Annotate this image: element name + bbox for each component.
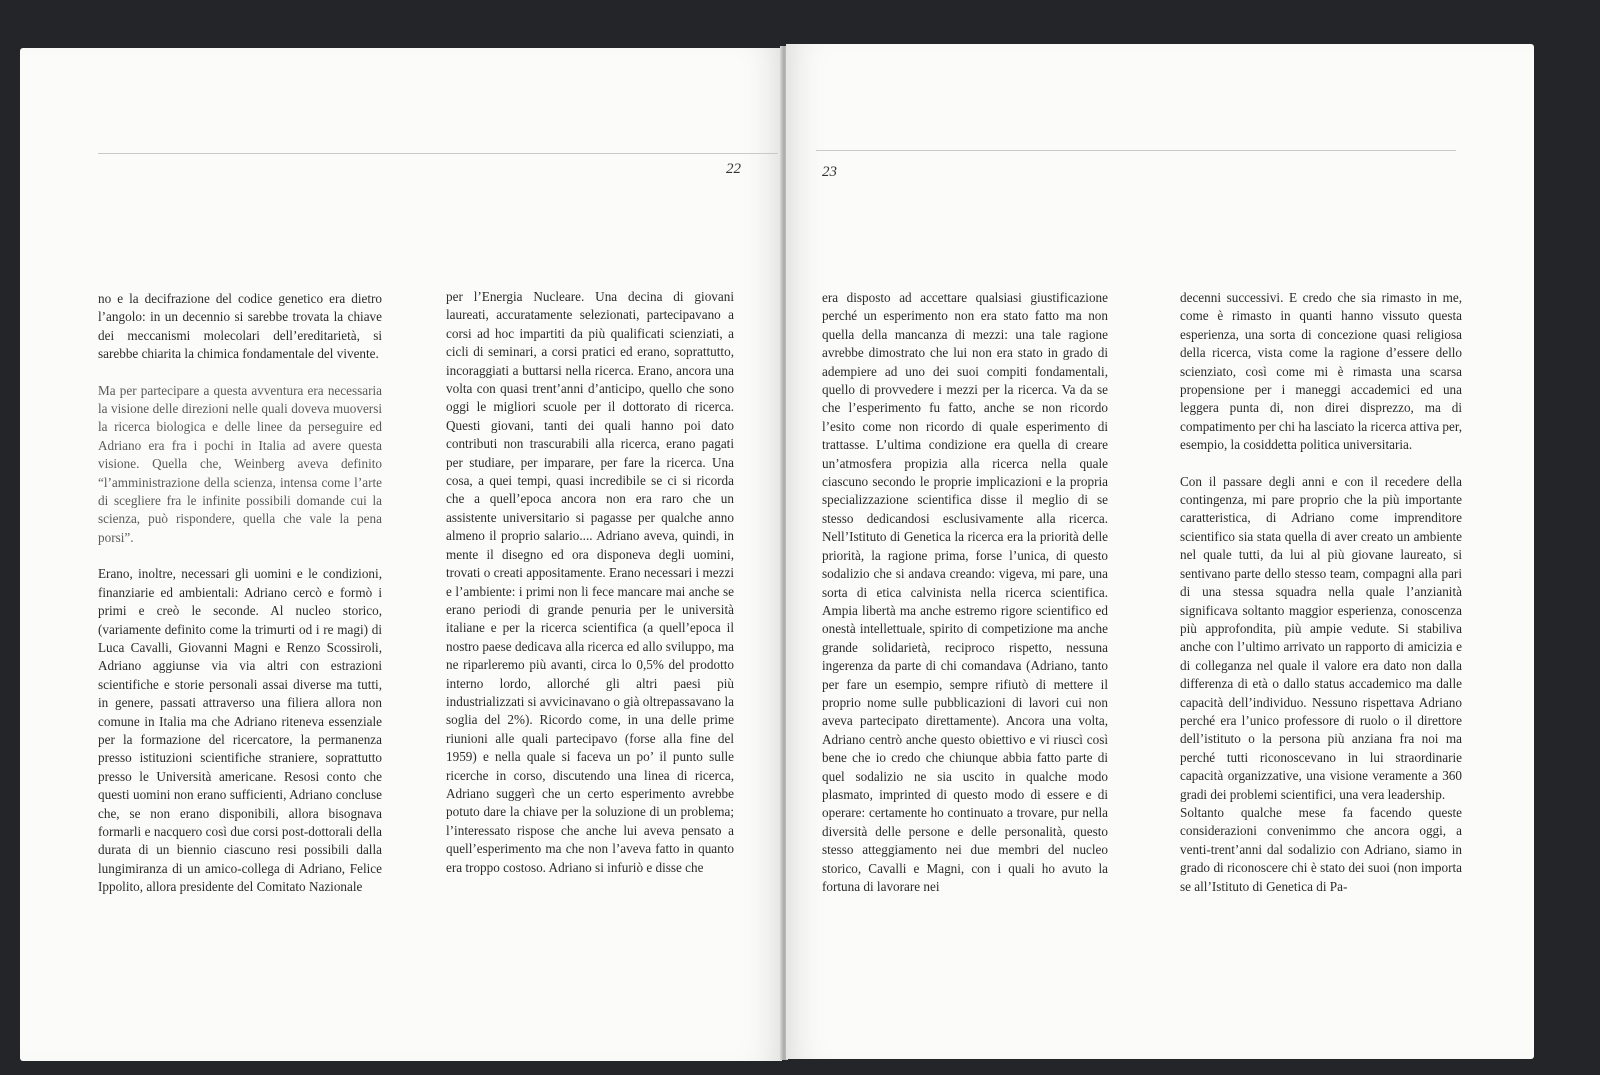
left-page [20, 48, 782, 1061]
text-column-2 [1180, 289, 1462, 896]
paragraph: Con il passare degli anni e con il recedere della contingenza, mi pare proprio che la più importante caratteristica, di Adriano come imprenditore scientifico sia stata quella di aver creato un ambiente nel quale tutti, da lui al più giovane laureato, si sentivano parte dello stesso team, compagni alla pari di una stessa squadra nella quale l’anzianità significava soltanto maggior esperienza, conoscenza più approfondita, più ampie vedute. Si stabiliva anche con l’ultimo arrivato un rapporto di amicizia e di colleganza nel quale il valore era dato non dalla differenza di età o dallo status accademico ma dalle capacità dell’individuo. Nessuno rispettava Adriano perché era l’unico professore di ruolo o il direttore dell’istituto o la persona più anziana fra noi ma perché tutti riconoscevano in lui straordinarie capacità organizzative, una visione veramente a 360 gradi dei problemi scientifici, una vera leadership. [1180, 473, 1462, 802]
right-page [786, 44, 1534, 1059]
page-number: 22 [726, 161, 741, 177]
header-rule [816, 150, 1456, 151]
text-column-2 [446, 288, 734, 877]
paragraph: no e la decifrazione del codice genetico era dietro l’angolo: in un decennio si sarebbe trovata la chiave dei meccanismi molecolari dell’ereditarietà, si sarebbe chiarita la chimica fondamentale del vivente. [98, 291, 382, 362]
paragraph: decenni successivi. E credo che sia rimasto in me, come è rimasto in quanti hanno vissuto questa esperienza, una sorta di concezione quasi religiosa della ricerca, vista come la ragione d’essere dello scienziato, così come mi è rimasta una scarsa propensione per i maneggi accademici ed una leggera punta di, non direi disprezzo, ma di compatimento per chi ha lasciato la ricerca attiva per, esempio, la cosiddetta politica universitaria. [1180, 290, 1462, 453]
text-column-1 [822, 289, 1108, 896]
paragraph: Soltanto qualche mese fa facendo queste considerazioni convenimmo che ancora oggi, a venti-trent’anni dal sodalizio con Adriano, siamo in grado di riconoscere chi è stato dei suoi (non importa se all’Istituto di Genetica di Pa- [1180, 804, 1462, 894]
text-column-1 [98, 290, 382, 897]
paragraph: Ma per partecipare a questa avventura era necessaria la visione delle direzioni nelle quali doveva muoversi la ricerca biologica e delle linee da perseguire ed Adriano era fra i pochi in Italia ad avere questa visione. Quella che, Weinberg aveva definito “l’amministrazione della scienza, intensa come l’arte di scegliere fra le infinite possibili domande cui la scienza, può rispondere, quella che vale la pena porsi”. [98, 382, 382, 545]
paragraph: per l’Energia Nucleare. Una decina di giovani laureati, accuratamente selezionati, partecipavano a corsi ad hoc impartiti da più qualificati scienziati, a cicli di seminari, a corsi pratici ed erano, soprattutto, incoraggiati a buttarsi nella ricerca. Erano, ancora una volta con quasi trent’anni d’anticipo, quello che sono oggi le migliori scuole per il dottorato di ricerca. Questi giovani, tanti dei quali hanno poi dato contributi non trascurabili alla ricerca, erano pagati per studiare, per imparare, per fare la ricerca. Una cosa, a quei tempi, quasi incredibile se ci si ricorda che a quell’epoca ancora non era raro che un assistente universitario si pagasse per qualche anno almeno il proprio salario.... Adriano aveva, quindi, in mente il disegno ed ora disponeva degli uomini, trovati o creati appositamente. Erano necessari i mezzi e l’ambiente: i primi non li fece mancare mai anche se erano periodi di grande penuria per le università italiane e per la ricerca scientifica (a quell’epoca il nostro paese dedicava alla ricerca ed allo sviluppo, ma ne riparleremo più avanti, circa lo 0,5% del prodotto interno lordo, allorché gli altri paesi più industrializzati si avvicinavano o già oltrepassavano la soglia del 2%). Ricordo come, in una delle prime riunioni alle quali partecipavo (forse alla fine del 1959) e nella quale si faceva un po’ il punto sulle ricerche in corso, discutendo una linea di ricerca, Adriano suggerì che un certo esperimento avrebbe potuto dare la chiave per la soluzione di un problema; l’interessato rispose che anche lui aveva pensato a quell’esperimento ma che non l’aveva fatto in quanto era troppo costoso. Adriano si infuriò e disse che [446, 289, 734, 875]
paragraph: Erano, inoltre, necessari gli uomini e le condizioni, finanziarie ed ambientali: Adriano cercò e formò i primi e creò le seconde. Al nucleo storico, (variamente definito come la trimurti od i re magi) di Luca Cavalli, Giovanni Magni e Renzo Scossiroli, Adriano aggiunse via via altri con estrazioni scientifiche e storie personali assai diverse ma tutti, in genere, passati attraverso una filiera allora non comune in Italia ma che Adriano riteneva essenziale per la formazione del ricercatore, la permanenza presso istituzioni scientifiche straniere, soprattutto presso le Università americane. Resosi conto che questi uomini non erano sufficienti, Adriano concluse che, se non erano disponibili, allora bisognava formarli e nacquero così due corsi post-dottorali della durata di un biennio ciascuno resi possibili dalla lungimiranza di un amico-collega di Adriano, Felice Ippolito, allora presidente del Comitato Nazionale [98, 566, 382, 895]
paragraph: era disposto ad accettare qualsiasi giustificazione perché un esperimento non era stato fatto ma non quella della mancanza di mezzi: una tale ragione avrebbe dimostrato che lui non era stato in grado di adempiere ad uno dei suoi compiti fondamentali, quello di provvedere i mezzi per la ricerca. Va da se che l’esperimento fu fatto, anche se non ricordo l’esito come non ricordo di quale esperimento di trattasse. L’ultima condizione era quella di creare un’atmosfera propizia alla ricerca nella quale ciascuno secondo le proprie implicazioni e la propria specializzazione scientifica disse il meglio di se stesso dedicandosi esclusivamente alla ricerca. Nell’Istituto di Genetica la ricerca era la priorità delle priorità, la ragione prima, forse l’unica, di questo sodalizio che si andava creando: vigeva, mi pare, una sorta di etica calvinista nella ricerca scientifica. Ampia libertà ma anche estremo rigore scientifico ed onestà intellettuale, spirito di competizione ma anche grande solidarietà, reciproco rispetto, nessuna ingerenza da parte di chi comandava (Adriano, tanto per fare un esempio, sempre rifiutò di mettere il proprio nome sulle pubblicazioni di lavori cui non aveva partecipato direttamente). Ancora una volta, Adriano centrò anche questo obiettivo e vi riuscì così bene che io credo che chiunque abbia fatto parte di quel sodalizio ne sia uscito in qualche modo plasmato, imprinted di questo modo di essere e di operare: certamente ho continuato a trovare, pur nella diversità delle persone e delle personalità, questo stesso atteggiamento nei due membri del nucleo storico, Cavalli e Magni, con i quali ho avuto la fortuna di lavorare nei [822, 290, 1108, 894]
page-number: 23 [822, 164, 837, 180]
header-rule [98, 153, 778, 154]
